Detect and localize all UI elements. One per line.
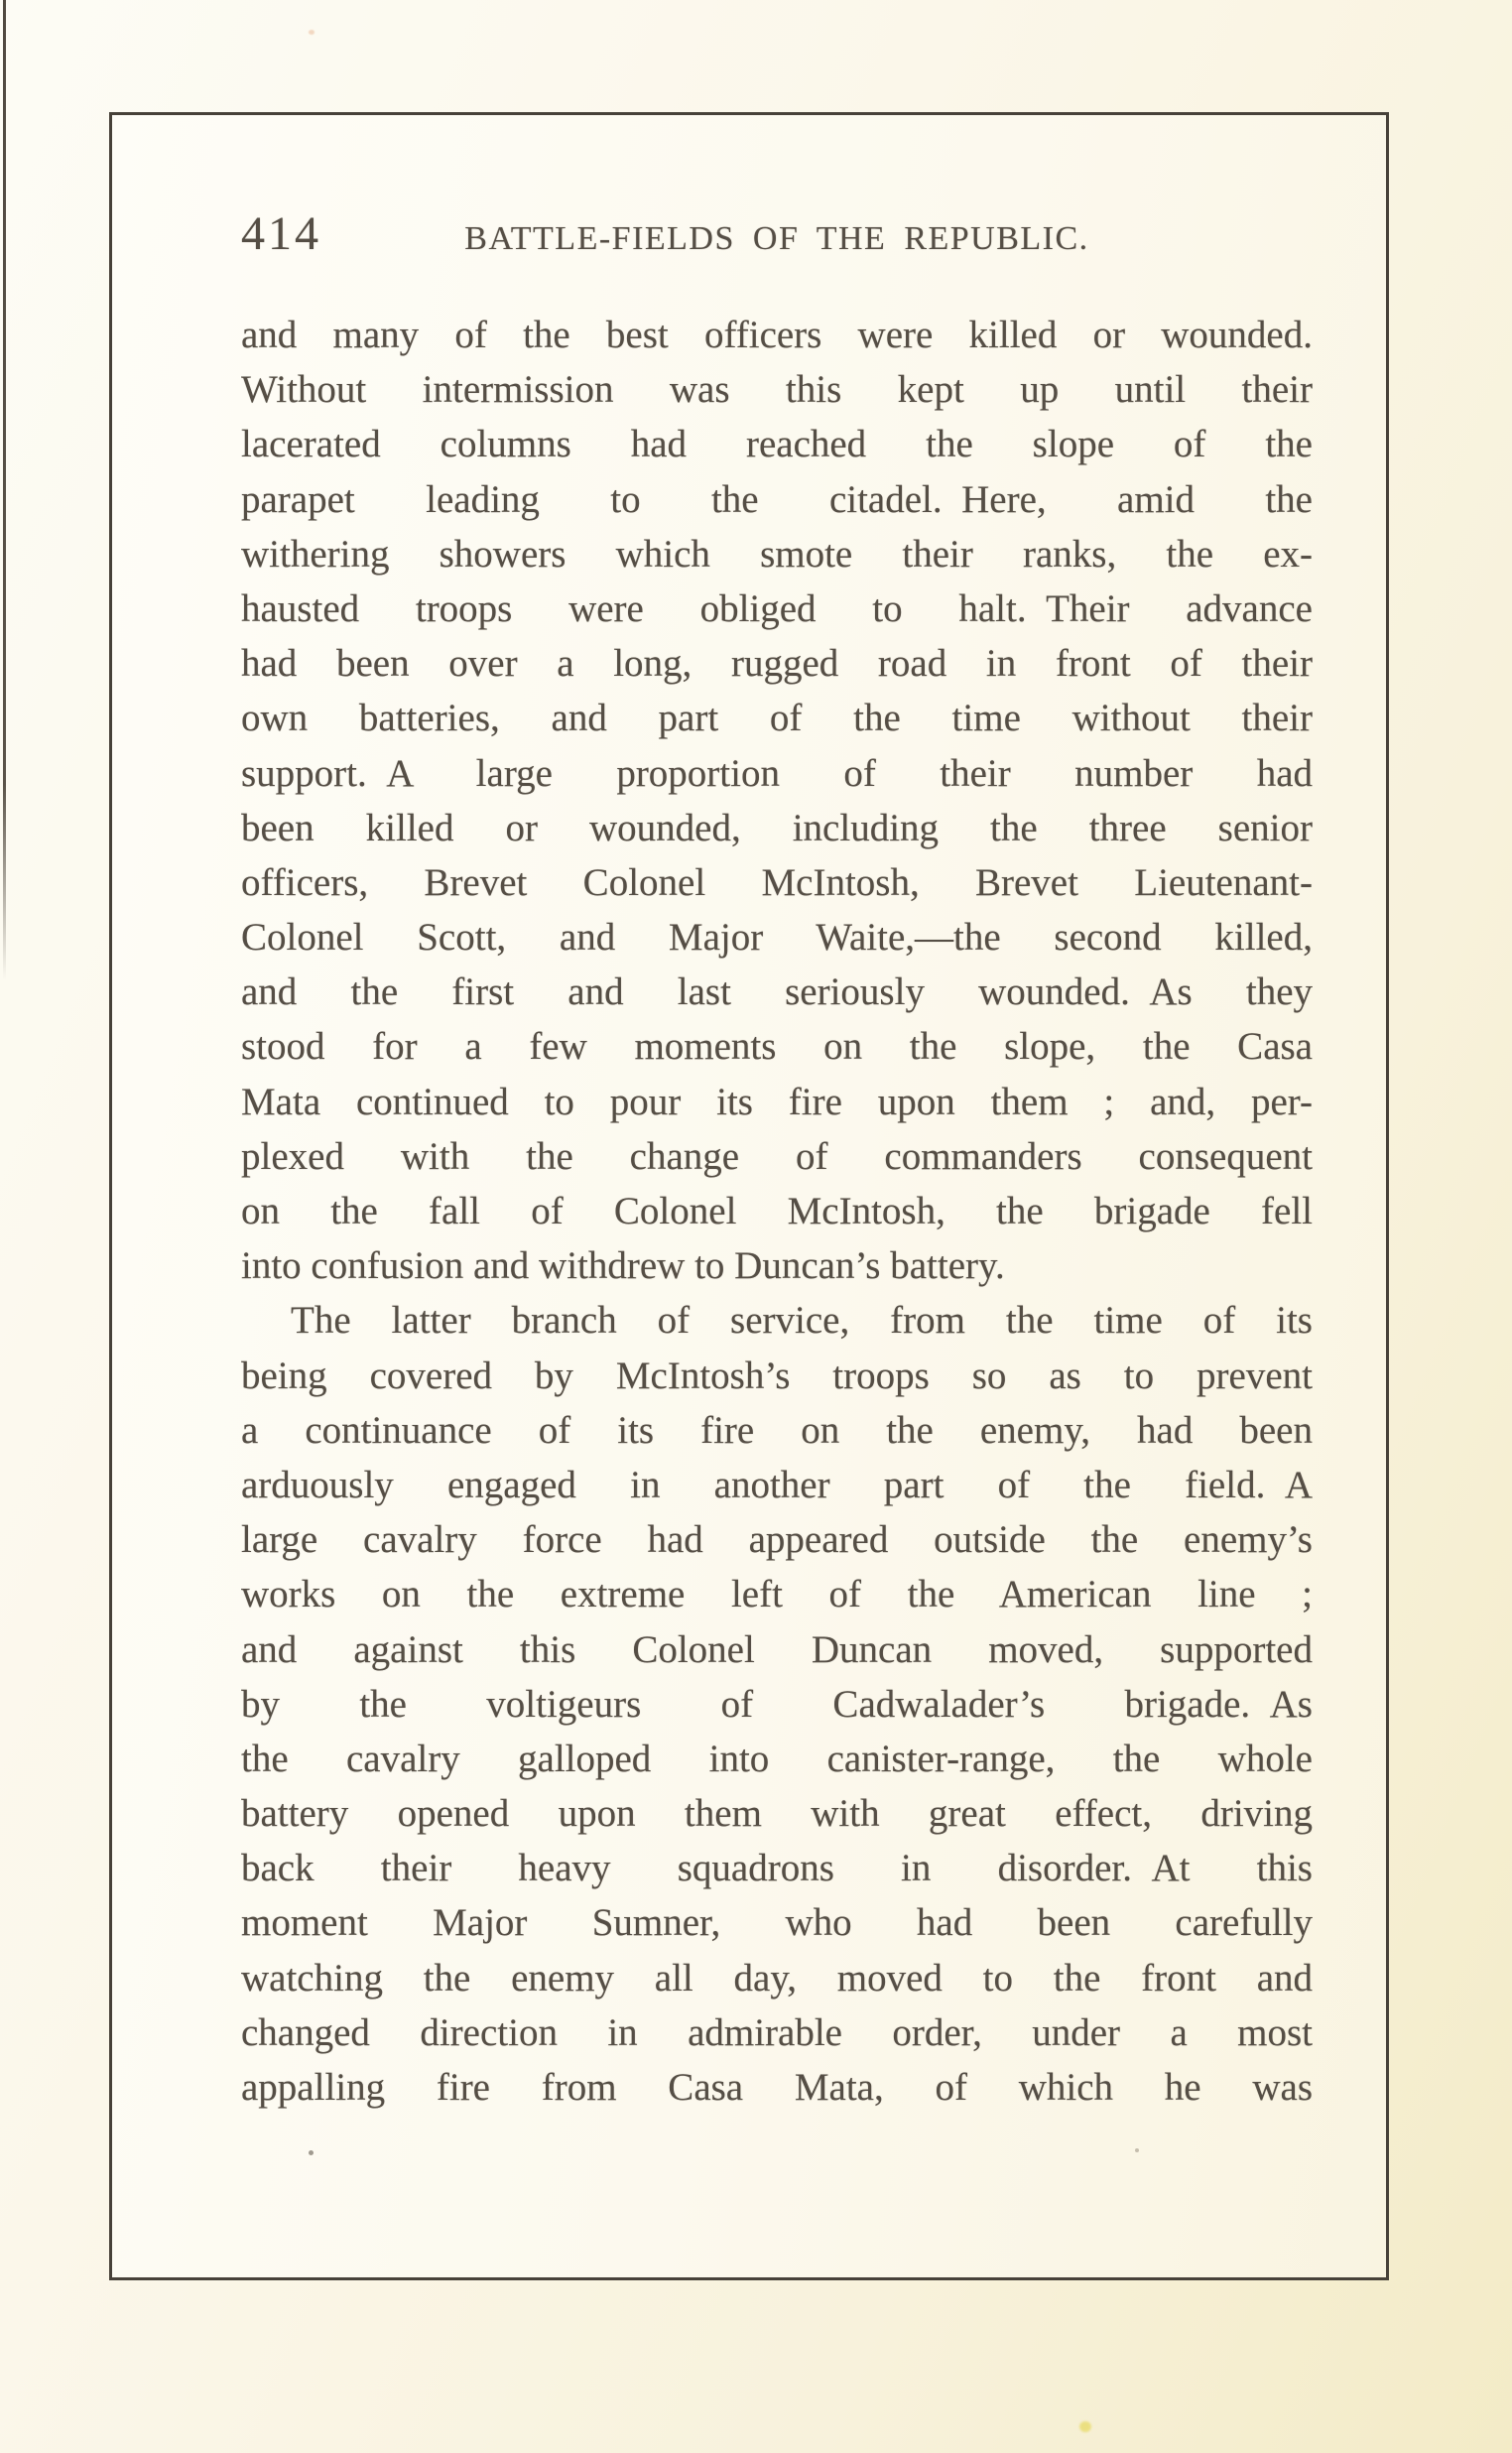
text-line: The latter branch of service, from the time of its (291, 1299, 1313, 1343)
text-line: works on the extreme left of the American line ; (241, 1573, 1313, 1616)
text-line: into confusion and withdrew to Duncan’s battery. (241, 1244, 1005, 1288)
text-line: had been over a long, rugged road in front of their (241, 642, 1313, 686)
print-speck (1079, 2421, 1091, 2432)
running-title: BATTLE-FIELDS OF THE REPUBLIC. (464, 220, 1089, 257)
print-speck (309, 2150, 314, 2155)
text-line: lacerated columns had reached the slope of the (241, 423, 1313, 466)
text-line: Mata continued to pour its fire upon them ; and, per- (241, 1080, 1313, 1123)
text-line: officers, Brevet Colonel McIntosh, Brevet Lieutenant- (241, 860, 1313, 904)
page-number: 414 (241, 207, 321, 260)
text-line: watching the enemy all day, moved to the front and (241, 1956, 1313, 2000)
text-line: the cavalry galloped into canister-range, the whole (241, 1737, 1313, 1780)
text-line: on the fall of Colonel McIntosh, the brigade fell (241, 1190, 1313, 1232)
text-line: being covered by McIntosh’s troops so as to prevent (241, 1354, 1313, 1397)
page-border-frame (109, 112, 1389, 2280)
text-line: a continuance of its fire on the enemy, had been (241, 1408, 1313, 1452)
text-line: appalling fire from Casa Mata, of which he was (241, 2066, 1313, 2109)
page-text-column (241, 308, 1313, 2115)
text-line: withering showers which smote their ranks, the ex- (241, 532, 1313, 576)
text-line: parapet leading to the citadel. Here, amid the (241, 477, 1313, 521)
text-line: Without intermission was this kept up until their (241, 368, 1313, 412)
text-line: support. A large proportion of their number had (241, 751, 1313, 795)
text-line: battery opened upon them with great effect, driving (241, 1792, 1313, 1836)
text-line: stood for a few moments on the slope, the Casa (241, 1025, 1313, 1069)
book-edge-line (3, 0, 6, 980)
text-line: and against this Colonel Duncan moved, supported (241, 1627, 1313, 1671)
text-line: moment Major Sumner, who had been carefully (241, 1901, 1313, 1945)
text-line: Colonel Scott, and Major Waite,—the second killed, (241, 916, 1313, 960)
text-line: own batteries, and part of the time without their (241, 697, 1313, 740)
text-line: back their heavy squadrons in disorder. At this (241, 1847, 1313, 1890)
text-line: changed direction in admirable order, under a most (241, 2010, 1313, 2054)
text-line: hausted troops were obliged to halt. Their advance (241, 586, 1313, 630)
print-speck (309, 30, 315, 35)
text-line: by the voltigeurs of Cadwalader’s brigade. As (241, 1682, 1313, 1726)
print-speck (1135, 2148, 1139, 2152)
text-line: plexed with the change of commanders consequent (241, 1134, 1313, 1178)
text-line: large cavalry force had appeared outside the enemy’s (241, 1518, 1313, 1562)
text-line: arduously engaged in another part of the field. A (241, 1463, 1313, 1506)
text-line: and many of the best officers were killed or wounded. (241, 314, 1313, 356)
text-line: been killed or wounded, including the three senior (241, 806, 1313, 849)
running-header (241, 208, 1313, 260)
text-line: and the first and last seriously wounded. As they (241, 970, 1313, 1014)
